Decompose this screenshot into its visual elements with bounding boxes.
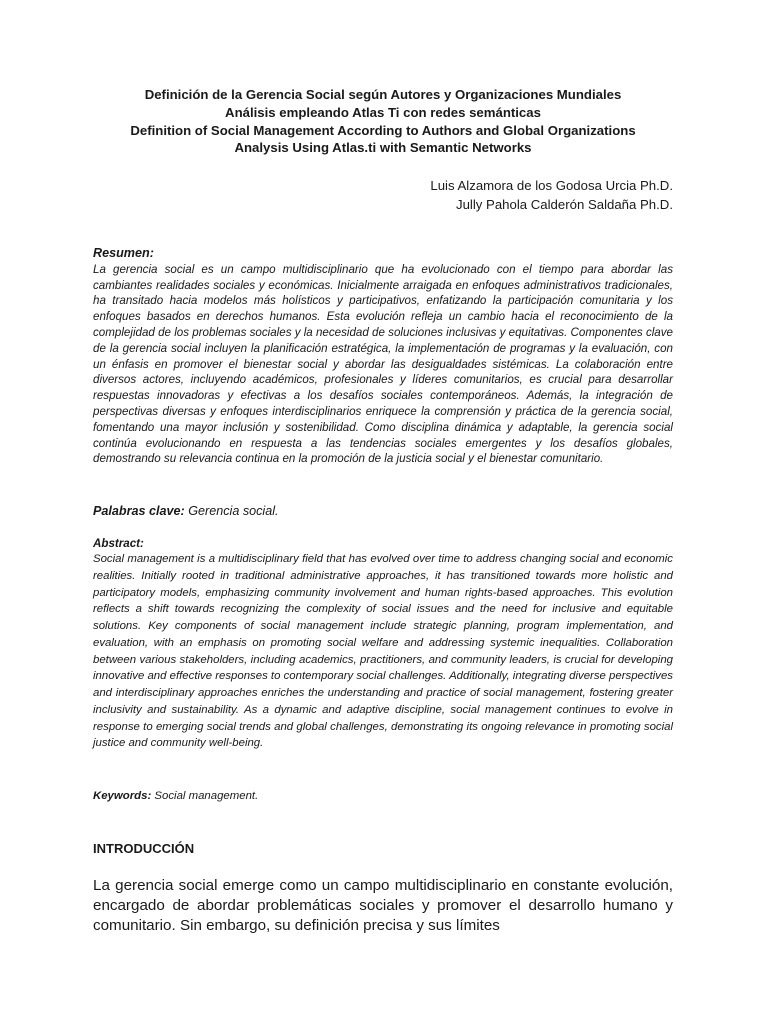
author-2: Jully Pahola Calderón Saldaña Ph.D. (456, 197, 673, 212)
abstract-text: Social management is a multidisciplinary field that has evolved over time to address changing social and economic realities. Initially rooted in traditional administrative approaches, it has transitioned towards more holistic and participatory models, emphasizing community involvement and human rights-based approaches. This evolution reflects a shift towards recognizing the complexity of social issues and the need for inclusive and equitable solutions. Key components of social management include strategic planning, program implementation, and evaluation, with an emphasis on promoting social welfare and addressing systemic inequalities. Collaboration between various stakeholders, including academics, practitioners, and community leaders, is crucial for developing innovative and effective responses to contemporary social challenges. Additionally, integrating diverse perspectives and interdisciplinary approaches enriches the understanding and practice of social management, fostering greater inclusivity and sustainability. As a dynamic and adaptive discipline, social management continues to evolve in response to emerging social trends and global challenges, demonstrating its ongoing relevance in promoting social justice and community well-being. (93, 553, 673, 750)
author-list (430, 176, 673, 214)
title-english: Definition of Social Management According to Authors and Global Organizations (130, 122, 636, 138)
introduccion-text: La gerencia social emerge como un campo multidisciplinario en constante evolución, encargado de abordar problemáticas sociales y promover el desarrollo humano y comunitario. Sin embargo, su definición precisa y sus límites (93, 877, 673, 934)
title-spanish: Definición de la Gerencia Social según Autores y Organizaciones Mundiales (144, 87, 622, 102)
abstract-section (93, 536, 673, 752)
resumen-heading: Resumen: (93, 246, 154, 260)
subtitle-spanish: Análisis empleando Atlas Ti con redes semánticas (225, 104, 541, 120)
author-1: Luis Alzamora de los Godosa Urcia Ph.D. (430, 178, 673, 193)
keywords-label: Keywords: (93, 790, 155, 802)
keywords (93, 789, 673, 804)
palabras-clave-label: Palabras clave: (93, 504, 189, 518)
palabras-clave-value: Gerencia social. (188, 504, 279, 518)
paper-title (93, 86, 673, 157)
introduccion-heading: INTRODUCCIÓN (93, 841, 195, 856)
subtitle-english: Analysis Using Atlas.ti with Semantic Networks (234, 140, 532, 156)
keywords-value: Social management. (154, 790, 259, 802)
resumen-section (93, 246, 673, 467)
palabras-clave (93, 503, 673, 519)
resumen-text: La gerencia social es un campo multidisciplinario que ha evolucionado con el tiempo para abordar las cambiantes realidades sociales y económicas. Inicialmente arraigada en enfoques administrativos tradicionales, ha transitado hacia modelos más holísticos y participativos, enfatizando la participación comunitaria y los enfoques basados en derechos humanos. Esta evolución refleja un cambio hacia el reconocimiento de la complejidad de los problemas sociales y la necesidad de soluciones inclusivas y equitativas. Componentes clave de la gerencia social incluyen la planificación estratégica, la implementación de programas y la evaluación, con un énfasis en promover el bienestar social y abordar las desigualdades sistémicas. La colaboración entre diversos actores, incluyendo académicos, profesionales y líderes comunitarios, es crucial para desarrollar respuestas innovadoras y efectivas a los desafíos sociales contemporáneos. Además, la integración de perspectivas diversas y enfoques interdisciplinarios enriquece la comprensión y práctica de la gerencia social, fomentando una mayor inclusión y sostenibilidad. Como disciplina dinámica y adaptable, la gerencia social continúa evolucionando en respuesta a las tendencias sociales emergentes y los desafíos globales, demostrando su relevancia continua en la promoción de la justicia social y el bienestar comunitario. (93, 262, 674, 466)
abstract-heading: Abstract: (93, 537, 144, 550)
